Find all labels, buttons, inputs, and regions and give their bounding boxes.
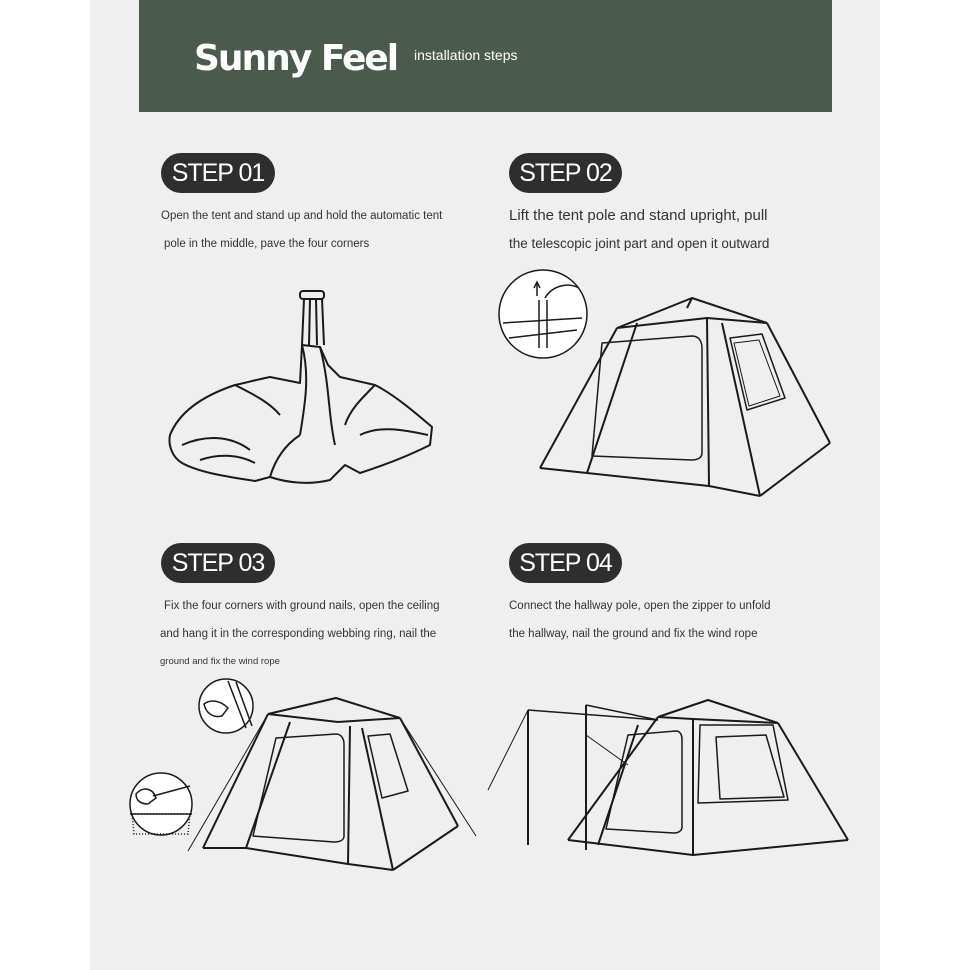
hallway-tent-icon (488, 695, 858, 855)
step-04-line-2: the hallway, nail the ground and fix the wind rope (509, 628, 758, 640)
folded-tent-icon (160, 285, 450, 495)
step-01-line-2: pole in the middle, pave the four corners (164, 238, 370, 250)
step-04-line-1: Connect the hallway pole, open the zipper to unfold (509, 600, 771, 612)
step-02-description (509, 202, 769, 258)
step-04-description (509, 592, 771, 648)
step-02-line-2: the telescopic joint part and open it outward (509, 236, 770, 251)
step-01-badge: STEP 01 (161, 153, 275, 193)
brand-logo: Sunny Feel (194, 38, 398, 79)
step-01-description (161, 202, 442, 258)
step-02-badge: STEP 02 (509, 153, 622, 193)
step-04-badge: STEP 04 (509, 543, 622, 583)
page-subtitle: installation steps (414, 47, 518, 63)
tent-frame-icon (497, 268, 837, 503)
step-01-line-1: Open the tent and stand up and hold the automatic tent (161, 210, 443, 222)
staked-tent-icon (128, 676, 478, 891)
step-03-line-3: ground and fix the wind rope (160, 656, 280, 667)
step-03-line-2: and hang it in the corresponding webbing ring, nail the (160, 628, 437, 640)
step-03-line-1: Fix the four corners with ground nails, open the ceiling (164, 600, 440, 612)
step-03-description (160, 592, 440, 676)
step-03-badge: STEP 03 (161, 543, 275, 583)
step-02-line-1: Lift the tent pole and stand upright, pull (509, 207, 768, 224)
